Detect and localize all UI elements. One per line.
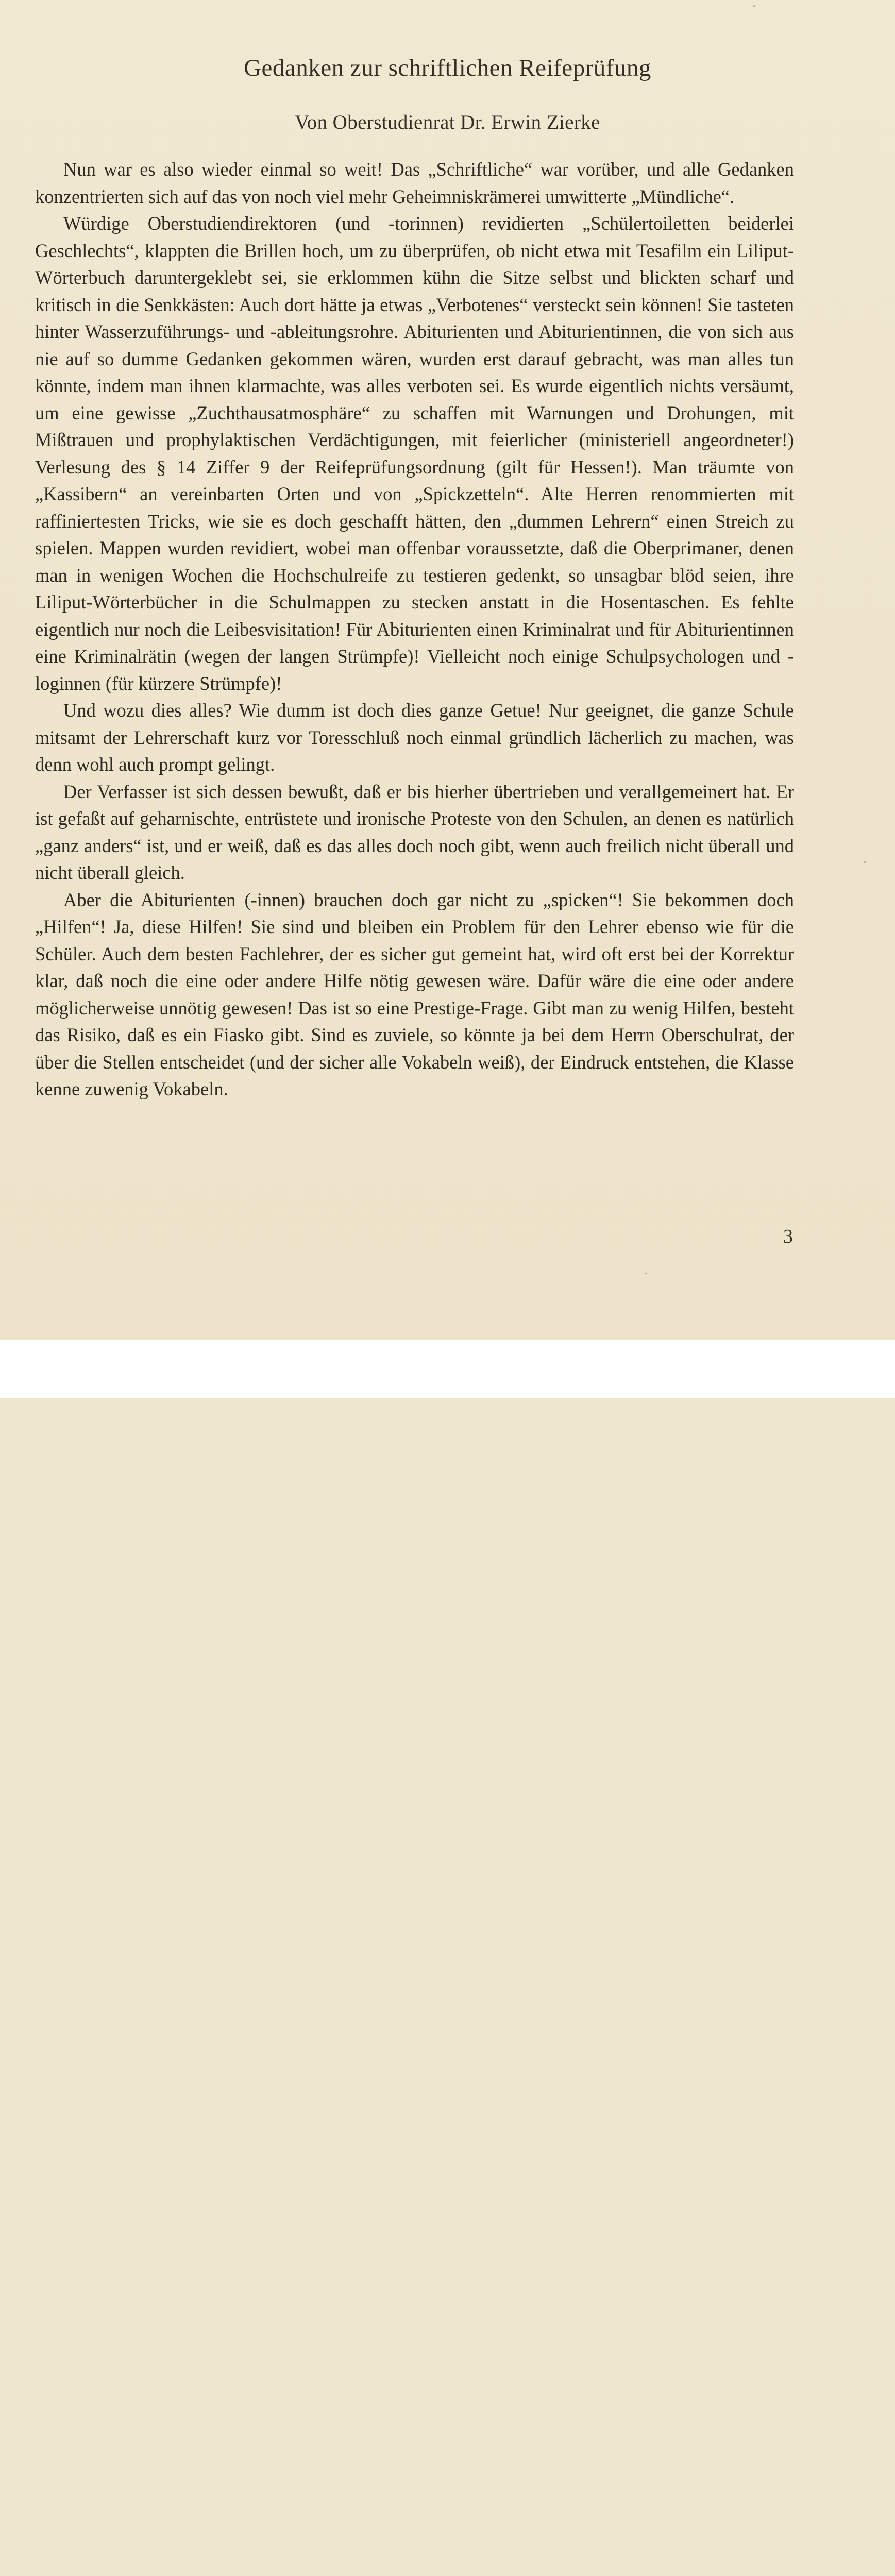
paragraph: Nun war es also wieder einmal so weit! Das „Schriftliche“ war vorüber, und alle Gedanken konzentrierten sich auf das von noch viel mehr Geheimniskrämerei umwitterte „Mündliche“.	[35, 159, 794, 207]
article-body	[35, 156, 794, 1103]
paper-speck	[645, 1273, 647, 1274]
paragraph: Der Verfasser ist sich dessen bewußt, daß er bis hierher übertrieben und verallgemeinert hat. Er ist gefaßt auf geharnischte, entrüstete und ironische Proteste von den Schulen, an denen es natürlich „ganz anders“ ist, und er weiß, daß es das alles doch noch gibt, wenn auch freilich nicht überall und nicht überall gleich.	[35, 781, 794, 883]
paragraph: Würdige Oberstudiendirektoren (und -torinnen) revidierten „Schülertoiletten beiderlei Geschlechts“, klappten die Brillen hoch, um zu überprüfen, ob nicht etwa mit Tesafilm ein Liliput-Wörterbuch daruntergeklebt sei, sie erklommen kühn die Sitze selbst und blickten scharf und kritisch in die Senkkästen: Auch dort hätte ja etwas „Verbotenes“ versteckt sein können! Sie tasteten hinter Wasserzuführungs- und -ableitungsrohre. Abiturienten und Abiturientinnen, die von sich aus nie auf so dumme Gedanken gekommen wären, wurden erst darauf gebracht, was man alles tun könnte, indem man ihnen klarmachte, was alles verboten sei. Es wurde eigentlich nichts versäumt, um eine gewisse „Zuchthausatmosphäre“ zu schaffen mit Warnungen und Drohungen, mit Mißtrauen und prophylaktischen Verdächtigungen, mit feierlicher (ministeriell angeordneter!) Verlesung des § 14 Ziffer 9 der Reifeprüfungsordnung (gilt für Hessen!). Man träumte von „Kassibern“ an vereinbarten Orten und von „Spickzetteln“. Alte Herren renommierten mit raffiniertesten Tricks, wie sie es doch geschafft hätten, den „dummen Lehrern“ einen Streich zu spielen. Mappen wurden revidiert, wobei man offenbar voraussetzte, daß die Oberprimaner, denen man in wenigen Wochen die Hochschulreife zu testieren gedenkt, so unsagbar blöd seien, ihre Liliput-Wörterbücher in die Schulmappen zu stecken anstatt in die Hosentaschen. Es fehlte eigentlich nur noch die Leibesvisitation! Für Abiturienten einen Kriminalrat und für Abiturientinnen eine Kriminalrätin (wegen der langen Strümpfe)! Vielleicht noch einige Schulpsychologen und -loginnen (für kürzere Strümpfe)!	[35, 213, 794, 694]
article-byline: Von Oberstudienrat Dr. Erwin Zierke	[295, 111, 600, 133]
digitization-footer	[0, 1340, 895, 1398]
paper-speck	[753, 5, 755, 7]
paragraph: Aber die Abiturienten (-innen) brauchen doch gar nicht zu „spicken“! Sie bekommen doch „Hilfen“! Ja, diese Hilfen! Sie sind und bleiben ein Problem für den Lehrer ebenso wie für die Schüler. Auch dem besten Fachlehrer, der es sicher gut gemeint hat, wird oft erst bei der Korrektur klar, daß noch die eine oder andere Hilfe nötig gewesen wäre. Dafür wäre die eine oder andere möglicherweise unnötig gewesen! Das ist so eine Prestige-Frage. Gibt man zu wenig Hilfen, besteht das Risiko, daß es ein Fiasko gibt. Sind es zuviele, so könnte ja bei dem Herrn Oberschulrat, der über die Stellen entscheidet (und der sicher alle Vokabeln weiß), der Eindruck entstehen, die Klasse kenne zuwenig Vokabeln.	[35, 889, 794, 1099]
paper-speck	[864, 861, 866, 863]
page-number: 3	[783, 1226, 793, 1247]
article-title: Gedanken zur schriftlichen Reifeprüfung	[244, 55, 651, 81]
paragraph: Und wozu dies alles? Wie dumm ist doch dies ganze Getue! Nur geeignet, die ganze Schule mitsamt der Lehrerschaft kurz vor Toresschluß noch einmal gründlich lächerlich zu machen, was denn wohl auch prompt gelingt.	[35, 700, 794, 775]
